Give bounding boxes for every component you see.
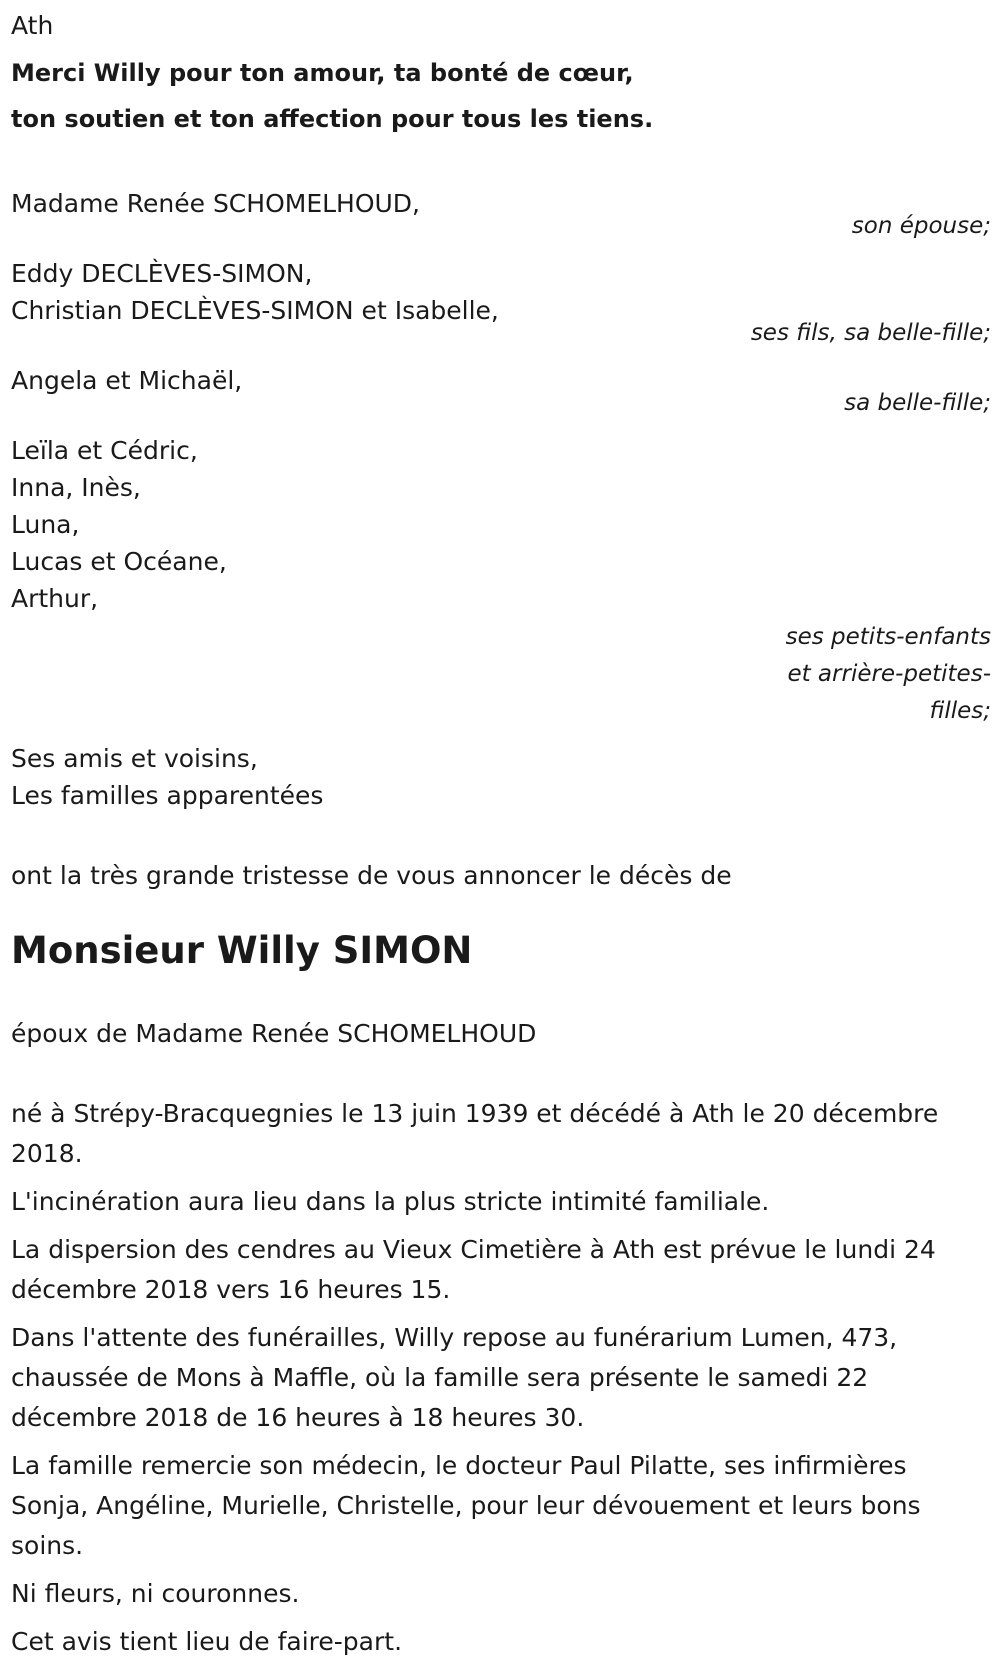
family-name: Lucas et Océane, [11,547,227,576]
announcement: ont la très grande tristesse de vous annoncer le décès de [11,861,732,890]
intro-line-2: ton soutien et ton affection pour tous les tiens. [11,105,654,133]
family-name: Angela et Michaël, [11,366,243,395]
family-name: Christian DECLÈVES-SIMON et Isabelle, [11,296,499,325]
ashes-paragraph: La dispersion des cendres au Vieux Cimetière à Ath est prévue le lundi 24 décembre 2018 vers 16 heures 15. [11,1235,936,1304]
relation-label [11,617,991,731]
thanks-paragraph: La famille remercie son médecin, le docteur Paul Pilatte, ses infirmières Sonja, Angéline, Murielle, Christelle, pour leur dévouement et leurs bons soins. [11,1451,921,1560]
family-list [11,184,991,731]
others-list [11,739,991,816]
relation-line: et arrière-petites- [787,661,991,687]
family-name: Arthur, [11,584,99,613]
spouse-line: époux de Madame Renée SCHOMELHOUD [11,1019,537,1048]
others-line: Ses amis et voisins, [11,744,258,773]
birth-death-paragraph: né à Strépy-Bracquegnies le 13 juin 1939 et décédé à Ath le 20 décembre 2018. [11,1099,939,1168]
cremation-paragraph: L'incinération aura lieu dans la plus stricte intimité familiale. [11,1187,770,1216]
family-group-daughter-in-law [11,361,991,423]
others-line: Les familles apparentées [11,781,324,810]
notice-paragraph: Cet avis tient lieu de faire-part. [11,1627,403,1656]
no-flowers-paragraph: Ni fleurs, ni couronnes. [11,1579,300,1608]
family-name: Eddy DECLÈVES-SIMON, [11,259,313,288]
family-group-sons [11,254,991,353]
intro-line-1: Merci Willy pour ton amour, ta bonté de cœur, [11,59,634,87]
relation-line: filles; [929,698,991,724]
family-group-grandchildren [11,431,991,731]
family-name: Leïla et Cédric, [11,436,198,465]
family-name: Madame Renée SCHOMELHOUD, [11,189,421,218]
relation-label: son épouse; [851,213,991,239]
relation-line: ses petits-enfants [785,624,991,650]
family-name: Inna, Inès, [11,473,141,502]
deceased-name: Monsieur Willy SIMON [11,929,473,972]
funerarium-paragraph: Dans l'attente des funérailles, Willy repose au funérarium Lumen, 473, chaussée de Mons à Maffle, où la famille sera présente le samedi 22 décembre 2018 de 16 heures à 18 heures 30. [11,1323,898,1432]
location: Ath [11,11,54,40]
obituary-notice [11,0,991,1662]
relation-label: sa belle-fille; [844,390,991,416]
family-group-spouse [11,184,991,246]
relation-label: ses fils, sa belle-fille; [750,320,991,346]
family-name: Luna, [11,510,80,539]
